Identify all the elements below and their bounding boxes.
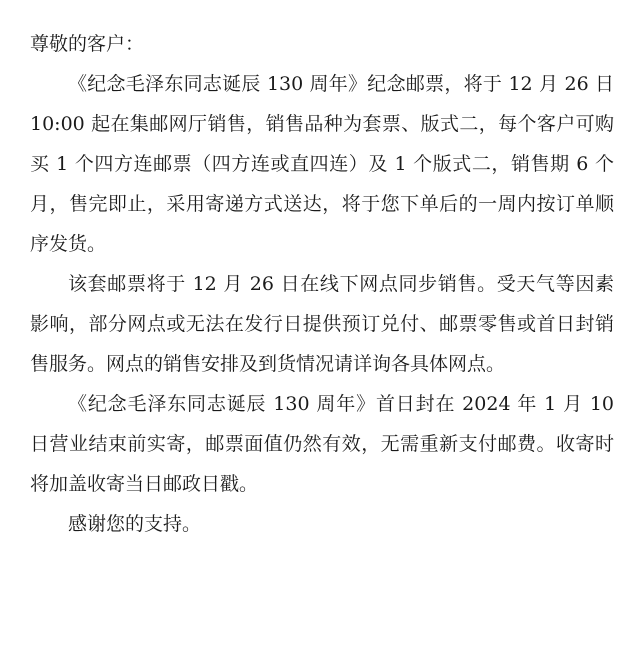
paragraph-stamp-online-sale: 《纪念毛泽东同志诞辰 130 周年》纪念邮票，将于 12 月 26 日 10:00 起在集邮网厅销售，销售品种为套票、版式二，每个客户可购买 1 个四方连邮票（四方连或直四连）及 1 个版式二，销售期 6 个月，售完即止，采用寄递方式送达，将于您下单后的一周内按订单顺序发货。 [30,73,614,255]
closing-thanks: 感谢您的支持。 [68,513,202,535]
paragraph-first-day-cover: 《纪念毛泽东同志诞辰 130 周年》首日封在 2024 年 1 月 10 日营业结束前实寄，邮票面值仍然有效，无需重新支付邮费。收寄时将加盖收寄当日邮政日戳。 [30,393,614,495]
notice-document [30,24,614,544]
paragraph-offline-sale: 该套邮票将于 12 月 26 日在线下网点同步销售。受天气等因素影响，部分网点或无法在发行日提供预订兑付、邮票零售或首日封销售服务。网点的销售安排及到货情况请详询各具体网点。 [30,273,614,375]
salutation: 尊敬的客户： [30,33,145,55]
